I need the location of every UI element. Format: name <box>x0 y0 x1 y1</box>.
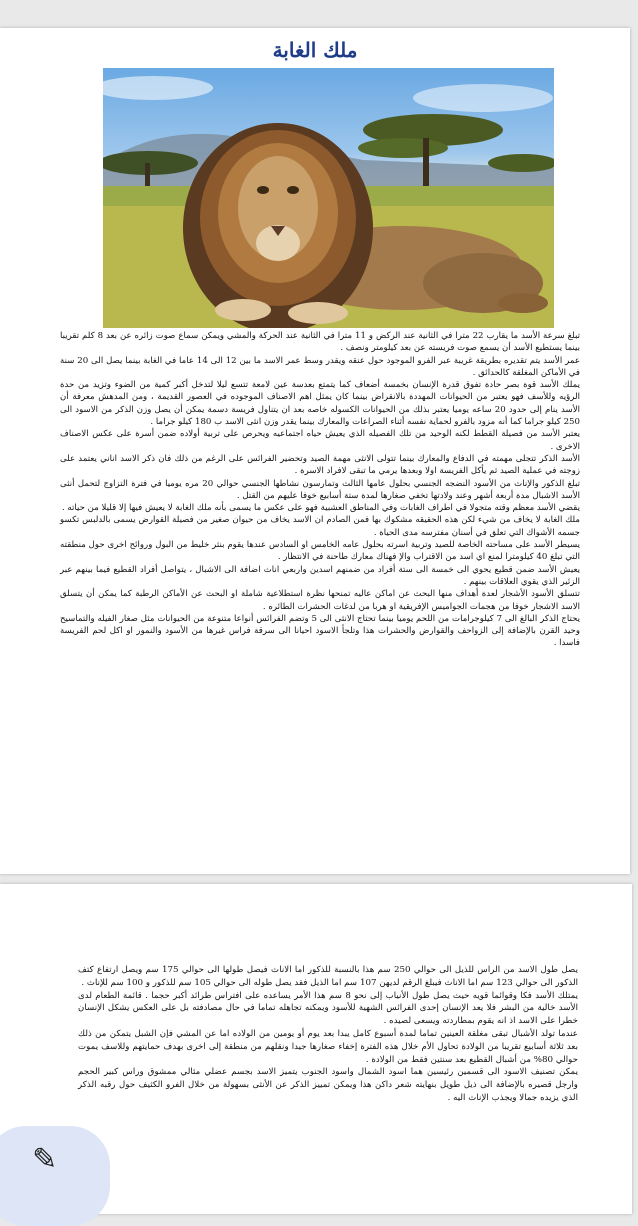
paragraph: تتسلق الأسود الأشجار لعدة أهداف منها البحث عن اماكن عاليه تمنحها نظرة استطلاعية شاملة او البحث عن الأماكن الرطبة كما يمكن أن يتسلق الاسد الاشجار خوفا من هجمات الجواميس الإفريقية او هربا من لدغات الحشرات الطائره . <box>60 589 580 612</box>
paragraph: يملك الأسد قوة بصر حادة تفوق قدرة الإنسان بخمسة أضعاف كما يتمتع بعدسة عين لامعة تتسع ليلا لتدخل أكبر كمية من الضوء وتزيد من حدة الرؤيه وللأسف فهو يعتبر من الحيوانات المهددة بالانقراض بينما كان يمثل اهم الاصناف الموجوده في العصور القديمة ، ومن المدهش معرفة أن الأسد ينام إلى حدود 20 ساعه يوميا يعتبر بذلك من الحيوانات الكسوله خاصه بعد ان يتناول فريسة دسمة يمكن أن يصل وزن الذكر من الاسود الى 250 كيلو جراما كما أنه مزود بالفرو لحماية نفسه أثناء الصراعات والمعارك بينما يقدر وزن انثى الاسد ب 180 كيلو جراما . <box>60 380 580 428</box>
article-body-page-2 <box>78 964 578 1105</box>
document-page-1 <box>0 28 630 874</box>
paragraph: يصل طول الاسد من الراس للذيل الى حوالي 250 سم هذا بالنسبة للذكور اما الاناث فيصل طولها الى حوالي 175 سم ويصل ارتفاع كتف الذكور الى حوالي 123 سم اما الاناث فيبلغ الرقم لديهن 107 سم اما الذيل فقد يصل طوله الى حوالي 105 سم للذكور و 100 سم للإناث . <box>78 965 578 988</box>
paragraph: يحتاج الذكر البالغ الى 7 كيلوجرامات من اللحم يوميا بينما تحتاج الانثى الى 5 وتضم الفرائس أنواعا متنوعة من الحيوانات مثل صغار الفيله والتماسيح وحيد القرن بالإضافة إلى الزواحف والقوارض والحشرات هذا وتلجأ الاسود احيانا الى سرقة فراس غيرها من الأسود والنمور او اكل لحم الفريسة فاسدا . <box>60 613 581 649</box>
paragraph: عمر الأسد يتم تقديره بطريقة غريبة عبر الفرو الموجود حول عنقه ويقدر وسط عمر الاسد ما بين 12 الى 14 عاما في الغابة بينما يصل الى 20 سنة في الأماكن المغلقة كالحدائق . <box>60 355 580 378</box>
paragraph: ملك الغابة لا يخاف من شيء لكن هذه الحقيقه مشكوك بها فمن الصادم ان الاسد يخاف من حيوان صغير من فصيلة القوارض يسمى بالدلبس تكسو جسمه الأشواك التي تعلق في أسنان مفترسه مدى الحياة . <box>60 515 580 538</box>
lion-photo <box>103 68 554 328</box>
paragraph: تبلغ سرعة الأسد ما يقارب 22 مترا في الثانية عند الركض و 11 مترا في الثانية عند الحركة والمشي ويمكن سماع صوت زائره عن بعد 8 كلم تقريبا بينما يستطيع الأسد أن يسمع صوت فريسته عن بعد كيلومتر ونصف . <box>60 331 580 354</box>
article-body-page-1 <box>60 330 580 650</box>
page-title: ملك الغابة <box>272 38 358 62</box>
paragraph: يسيطر الأسد على مساحته الخاصة للصيد وتربية اسرته بحلول عامه الخامس او السادس عندها يقوم بنثر خليط من البول وروائح اخرى حول منطقته التي تبلغ 40 كيلومترا لمنع اي اسد من الاقتراب والإ فهناك معارك طاحنة في الانتظار . <box>60 540 580 563</box>
paragraph: يعتبر الأسد من فصيلة القطط لكنه الوحيد من تلك الفصيله الذي يعيش حياه اجتماعيه ويحرص على تربية أولاده ضمن أسرة على عكس الاصناف الاخرى . <box>60 429 580 452</box>
paragraph: الأسد الذكر تتجلى مهمته في الدفاع والمعارك بينما تتولى الانثى مهمة الصيد وتحضير الفرائس على الرغم من ذلك فان ذكر الاسد اناني يعتمد على زوجته في عملية الصيد ثم يأكل الفريسة اولا وبعدها يرمي ما تبقى لافراد الاسرة . <box>60 453 580 477</box>
paragraph: عندما تولد الأشبال تبقى مغلقة العينين تماما لمدة أسبوع كامل يبدا بعد يوم أو يومين من الولاده اما عن المشي فإن الشبل يتمكن من ذلك بعد ثلاثة أسابيع تقريبا من الولادة تحاول الأم خلال هذه الفترة إخفاء صغارها جيدا ونقلهم من منطقة إلى اخرى بهدف حمايتهم وللاسف يموت حوالي 80% من أشبال القطيع بعد سنتين فقط من الولادة . <box>78 1028 578 1065</box>
paragraph: يقضي الأسد معظم وقته متجولا في اطراف الغابات وفي المناطق العشبية فهو على عكس ما يسمى بأنه ملك الغابة لا يعيش فيها إلا قليلا من حياته . <box>61 503 580 514</box>
paragraph: يمكن تصنيف الاسود الى قسمين رئيسين هما اسود الشمال واسود الجنوب يتميز الاسد بجسم عضلي مثالي ممشوق وراس كبير الحجم وارجل قصيره بالإضافة الى ذيل طويل بنهايته شعر داكن هذا ويمكن تمييز الذكر عن الأنثى بسهولة من خلال الفرو الكثيف حول رقبه الذكر الذي يزيده جمالا ويجذب الإناث اليه . <box>78 1067 578 1103</box>
edit-pen-icon: ✎ <box>32 1142 58 1177</box>
paragraph: تبلغ الذكور والإناث من الأسود النضجه الجنسي بحلول عامها الثالث وتمارسون نشاطها الجنسي حوالي 20 مره يوميا في فترة التزاوج لتحمل أنثى الأسد الاشبال مدة أربعة أشهر وعند ولادتها تخفي صغارها لمدة ستة أسابيع خوفا عليهم من القتل . <box>60 478 580 501</box>
edit-fab-button[interactable] <box>0 1126 110 1226</box>
paragraph: يعيش الأسد ضمن قطيع يحوي الى خمسة الى ستة أفراد من ضمنهم اسدين واربعي اناث اضافة الى الاشبال ، يتواصل أفراد القطيع فيما بينهم عبر الزئير الذي يقوي العلاقات بينهم . <box>60 564 580 587</box>
paragraph: يمتلك الأسد فكا وقوائما قويه حيث يصل طول الأنياب إلى نحو 8 سم هذا الأمر يساعده على افتراس طرائد أكبر حجما . قائمة الطعام لدى الأسد خالية من البشر فلا يعد الإنسان إحدى الفرائس الشهية للأسود ويمكنه تجاهله تماما في حال مصادفته بل على العكس يشكل الإنسان خطرا على الاسد اذ انه يقوم بمطاردته ويسعى لصيده . <box>78 990 579 1027</box>
